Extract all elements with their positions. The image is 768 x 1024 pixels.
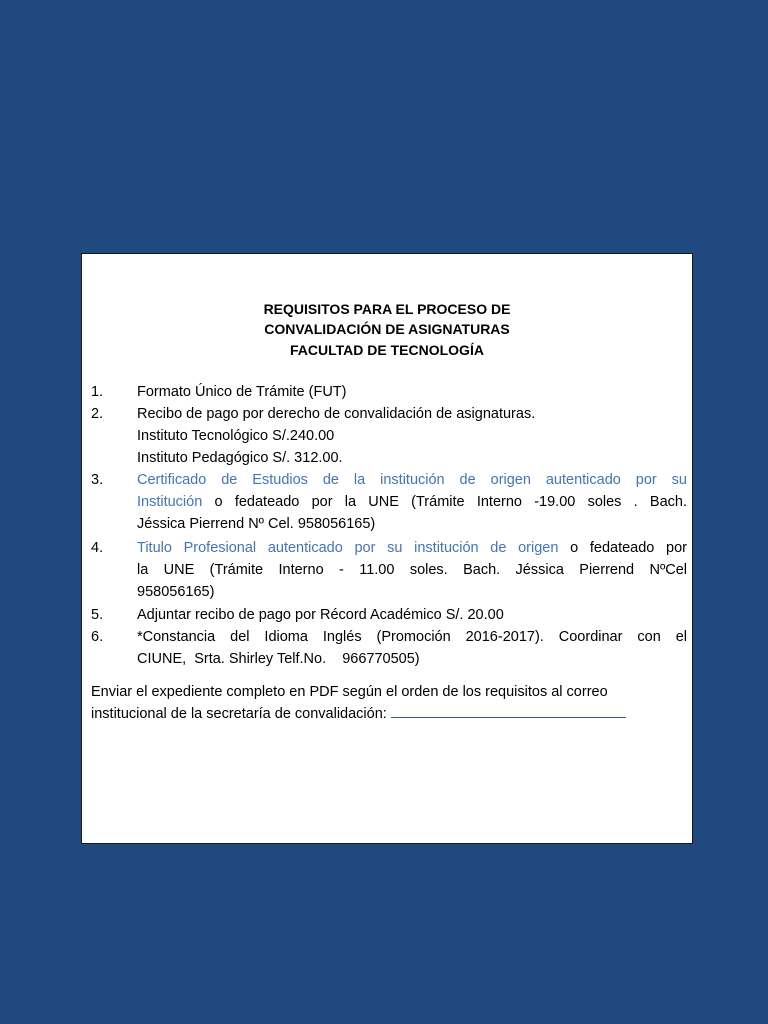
document-title-line-1: REQUISITOS PARA EL PROCESO DE — [263, 301, 511, 317]
item-text-fee-pedagogico: Instituto Pedagógico S/. 312.00. — [137, 450, 343, 466]
item-text: Recibo de pago por derecho de convalidación de asignaturas. — [137, 406, 536, 422]
item-text: 958056165) — [137, 584, 215, 600]
document-title-line-2: CONVALIDACIÓN DE ASIGNATURAS — [264, 321, 510, 337]
item-text: Jéssica Pierrend Nº Cel. 958056165) — [137, 516, 376, 532]
item-text: o fedateado por la UNE (Trámite Interno -19.00 soles . Bach. — [202, 494, 687, 510]
item-text: Adjuntar recibo de pago por Récord Académico S/. 20.00 — [137, 607, 504, 623]
item-text-line-1 — [137, 537, 687, 559]
item-text: o fedateado por — [558, 540, 687, 556]
item-number: 6. — [91, 629, 104, 645]
item-text-blue: Institución — [137, 494, 203, 510]
item-text: la UNE (Trámite Interno - 11.00 soles. Bach. Jéssica Pierrend NºCel — [137, 562, 687, 578]
item-number: 4. — [91, 540, 104, 556]
item-text: CIUNE, Srta. Shirley Telf.No. 966770505) — [137, 651, 420, 667]
item-text: *Constancia del Idioma Inglés (Promoción 2016-2017). Coordinar con el — [137, 629, 687, 645]
item-text-blue: Titulo Profesional autenticado por su institución de origen — [137, 540, 559, 556]
item-text-line-2 — [137, 491, 687, 513]
footer-instructions — [91, 682, 691, 725]
email-blank-line — [391, 703, 626, 718]
footer-text-line-2 — [91, 703, 691, 725]
footer-text-line-1: Enviar el expediente completo en PDF según el orden de los requisitos al correo — [91, 684, 608, 700]
item-text-fee-tecnologico: Instituto Tecnológico S/.240.00 — [137, 428, 335, 444]
requirements-document — [81, 253, 693, 844]
item-number: 3. — [91, 472, 104, 488]
item-number: 5. — [91, 607, 104, 623]
item-number: 1. — [91, 384, 104, 400]
item-number: 2. — [91, 406, 104, 422]
document-title-line-3: FACULTAD DE TECNOLOGÍA — [290, 342, 484, 358]
item-text-blue: Certificado de Estudios de la institución de origen autenticado por su — [137, 472, 687, 488]
item-text: Formato Único de Trámite (FUT) — [137, 384, 347, 400]
footer-text: institucional de la secretaría de convalidación: — [91, 706, 387, 722]
